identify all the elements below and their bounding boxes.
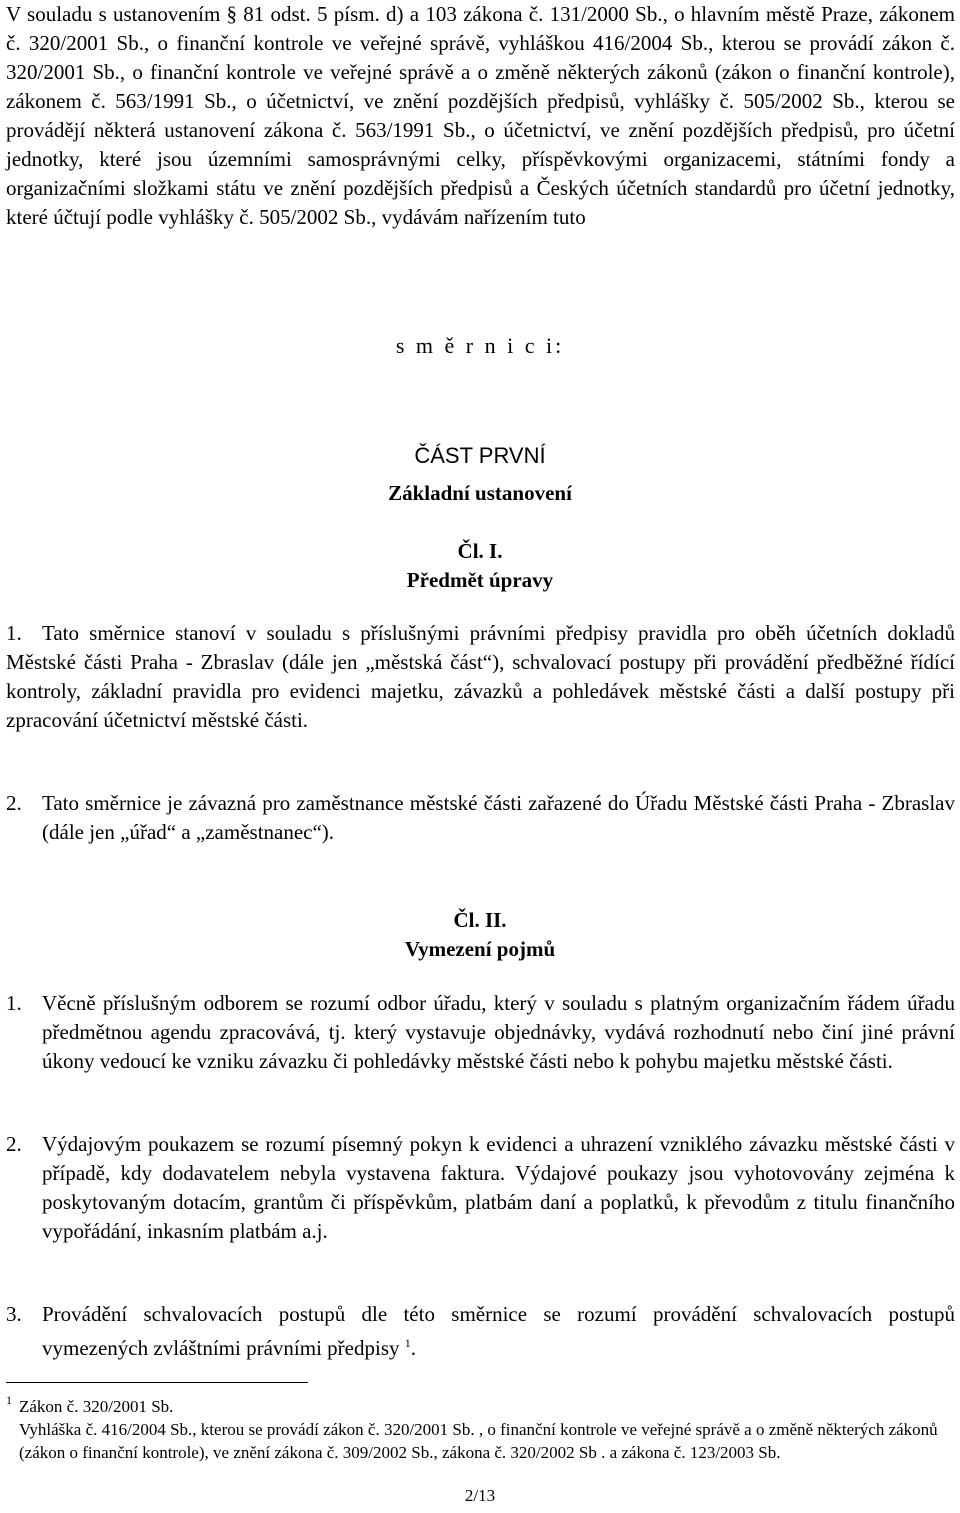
item-number: 1. — [6, 621, 22, 645]
footnote-reference[interactable]: 1 — [404, 1336, 411, 1350]
article-2-title: Vymezení pojmů — [404, 937, 556, 961]
part-subtitle: Základní ustanovení — [388, 481, 572, 505]
footnote-marker: 1 — [6, 1393, 12, 1407]
article-2-item-2 — [6, 1130, 955, 1246]
item-number: 3. — [6, 1302, 22, 1326]
footnote-line: Zákon č. 320/2001 Sb. — [19, 1397, 174, 1416]
item-text — [42, 1300, 955, 1363]
article-1-title: Předmět úpravy — [406, 568, 554, 592]
item-text: Tato směrnice je závazná pro zaměstnance městské části zařazené do Úřadu Městské části Praha - Zbraslav (dále jen „úřad“ a „zaměstnanec“). — [42, 791, 955, 844]
article-1-item-1 — [6, 619, 955, 735]
intro-paragraph: V souladu s ustanovením § 81 odst. 5 písm. d) a 103 zákona č. 131/2000 Sb., o hlavním městě Praze, zákonem č. 320/2001 Sb., o finanční kontrole ve veřejné správě, vyhláškou 416/2004 Sb., kterou se provádí zákon č. 320/2001 Sb., o finanční kontrole ve veřejné správě a o změně některých zákonů (zákon o finanční kontrole), zákonem č. 563/1991 Sb., o účetnictví, ve znění pozdějších předpisů, vyhlášky č. 505/2002 Sb., kterou se provádějí některá ustanovení zákona č. 563/1991 Sb., o účetnictví, ve znění pozdějších předpisů, pro účetní jednotky, které jsou územními samosprávnými celky, příspěvkovými organizacemi, státními fondy a organizačními složkami státu ve znění pozdějších předpisů a Českých účetních standardů pro účetní jednotky, které účtují podle vyhlášky č. 505/2002 Sb., vydávám nařízením tuto — [6, 2, 955, 229]
footnote-line: Vyhláška č. 416/2004 Sb., kterou se provádí zákon č. 320/2001 Sb. , o finanční kontrole ve veřejné správě a o změně některých zákonů (zákon o finanční kontrole), ve znění zákona č. 309/2002 Sb., zákona č. 320/2002 Sb . a zákona č. 123/2003 Sb. — [19, 1420, 938, 1462]
item-number: 2. — [6, 1132, 22, 1156]
footnote-separator — [6, 1382, 308, 1383]
article-2-item-1 — [6, 989, 955, 1076]
page-number: 2/13 — [464, 1486, 496, 1505]
article-1-item-2 — [6, 789, 955, 847]
footnote — [6, 1395, 955, 1464]
item-number: 1. — [6, 991, 22, 1015]
item-number: 2. — [6, 791, 22, 815]
item-text-tail: . — [410, 1336, 416, 1360]
article-1-number: Čl. I. — [457, 539, 503, 563]
article-2-number: Čl. II. — [453, 908, 507, 932]
article-2-item-3 — [6, 1300, 955, 1363]
item-text: Výdajovým poukazem se rozumí písemný pokyn k evidenci a uhrazení vzniklého závazku městské části v případě, kdy dodavatelem nebyla vystavena faktura. Výdajové poukazy jsou vyhotovovány zejména k poskytovaným dotacím, grantům či příspěvkům, platbám daní a poplatků, k převodům z titulu finančního vypořádání, inkasním platbám a.j. — [42, 1132, 955, 1243]
item-text: Tato směrnice stanoví v souladu s příslušnými právními předpisy pravidla pro oběh účetních dokladů Městské části Praha - Zbraslav (dále jen „městská část“), schvalovací postupy při provádění předběžné řídící kontroly, základní pravidla pro evidenci majetku, závazků a pohledávek městské části a další postupy při zpracování účetnictví městské části. — [6, 621, 955, 732]
item-text: Věcně příslušným odborem se rozumí odbor úřadu, který v souladu s platným organizačním řádem úřadu předmětnou agendu zpracovává, tj. který vystavuje objednávky, vydává rozhodnutí nebo činí jiné právní úkony vedoucí ke vzniku závazku či pohledávky městské části nebo k pohybu majetku městské části. — [42, 991, 955, 1073]
item-text-body: Provádění schvalovacích postupů dle této směrnice se rozumí provádění schvalovacích postupů vymezených zvláštními právními předpisy — [42, 1302, 955, 1360]
part-title: ČÁST PRVNÍ — [414, 443, 546, 468]
directive-title: s m ě r n i c i: — [395, 333, 565, 358]
